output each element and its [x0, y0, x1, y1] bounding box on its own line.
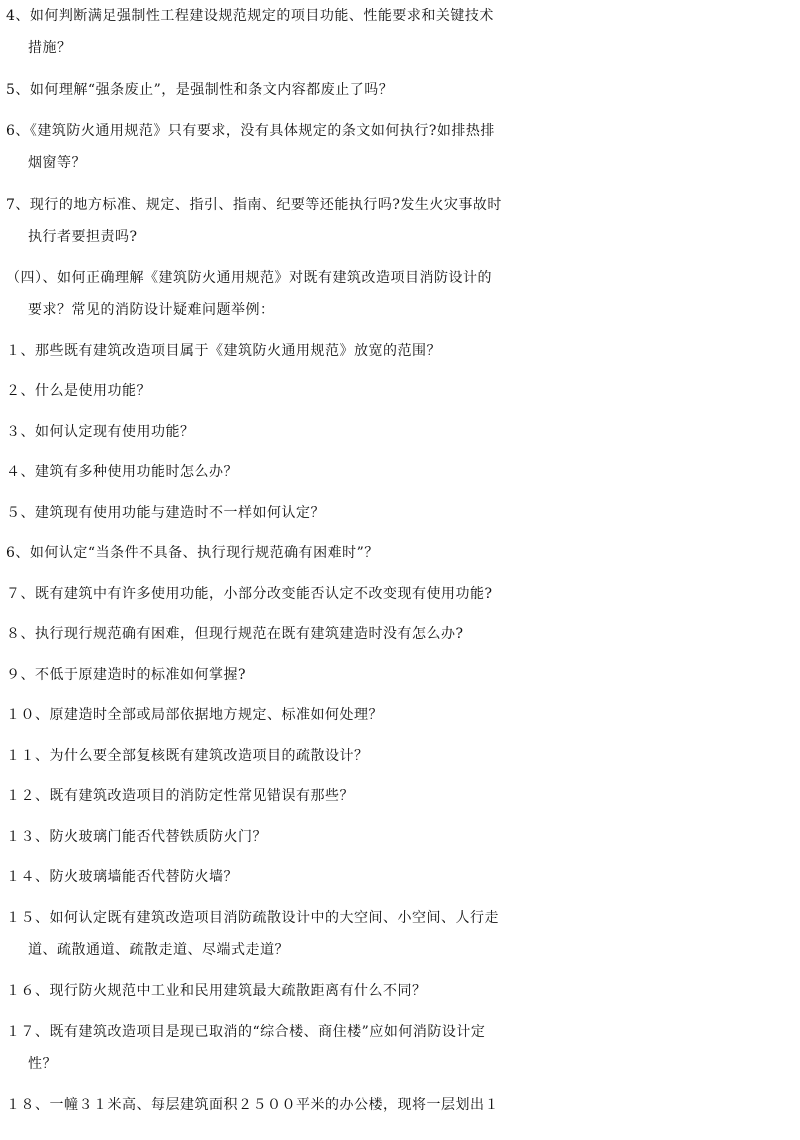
sub-question-14 — [6, 861, 796, 893]
text-line: 要求？常见的消防设计疑难问题举例： — [28, 302, 275, 318]
sub-question-12 — [6, 780, 796, 812]
sub-question-6 — [6, 537, 796, 569]
sub-question-13 — [6, 821, 796, 853]
text-line: １６、现行防火规范中工业和民用建筑最大疏散距离有什么不同？ — [6, 983, 427, 999]
sub-question-3 — [6, 416, 796, 448]
text-line: ５、建筑现有使用功能与建造时不一样如何认定？ — [6, 505, 325, 521]
text-line: １、那些既有建筑改造项目属于《建筑防火通用规范》放宽的范围？ — [6, 343, 441, 359]
text-line: １２、既有建筑改造项目的消防定性常见错误有那些？ — [6, 788, 354, 804]
text-line: 7、现行的地方标准、规定、指引、指南、纪要等还能执行吗?发生火灾事故时 — [6, 197, 502, 213]
text-line: 4、如何判断满足强制性工程建设规范规定的项目功能、性能要求和关键技术 — [6, 8, 494, 24]
question-4 — [6, 0, 796, 64]
text-line: １８、一幢３１米高、每层建筑面积２５００平米的办公楼，现将一层划出１ — [6, 1097, 499, 1113]
sub-question-17 — [6, 1016, 796, 1080]
text-line: 5、如何理解“强条废止”，是强制性和条文内容都废止了吗？ — [6, 82, 394, 98]
sub-question-1 — [6, 335, 796, 367]
sub-question-10 — [6, 699, 796, 731]
text-line: 6、《建筑防火通用规范》只有要求，没有具体规定的条文如何执行?如排热排 — [6, 123, 495, 139]
sub-question-18 — [6, 1089, 796, 1121]
sub-question-9 — [6, 659, 796, 691]
text-line: ８、执行现行规范确有困难，但现行规范在既有建筑建造时没有怎么办? — [6, 626, 464, 642]
text-line: ４、建筑有多种使用功能时怎么办？ — [6, 464, 238, 480]
text-line: 执行者要担责吗? — [28, 229, 138, 245]
text-line: ９、不低于原建造时的标准如何掌握? — [6, 667, 247, 683]
text-line: ７、既有建筑中有许多使用功能，小部分改变能否认定不改变现有使用功能? — [6, 586, 493, 602]
section-heading — [6, 262, 796, 326]
text-line: ３、如何认定现有使用功能？ — [6, 424, 195, 440]
text-line: １７、既有建筑改造项目是现已取消的“综合楼、商住楼”应如何消防设计定 — [6, 1024, 486, 1040]
question-6 — [6, 115, 796, 179]
sub-question-16 — [6, 975, 796, 1007]
question-7 — [6, 189, 796, 253]
sub-question-2 — [6, 375, 796, 407]
text-line: 措施？ — [28, 40, 72, 56]
text-line: 烟窗等？ — [28, 155, 86, 171]
text-line: （四）、如何正确理解《建筑防火通用规范》对既有建筑改造项目消防设计的 — [6, 270, 492, 286]
sub-question-7 — [6, 578, 796, 610]
sub-question-8 — [6, 618, 796, 650]
text-line: １０、原建造时全部或局部依据地方规定、标准如何处理？ — [6, 707, 383, 723]
text-line: １５、如何认定既有建筑改造项目消防疏散设计中的大空间、小空间、人行走 — [6, 910, 499, 926]
text-line: 6、如何认定“当条件不具备、执行现行规范确有困难时”？ — [6, 545, 379, 561]
text-line: 性？ — [28, 1056, 57, 1072]
text-line: ２、什么是使用功能？ — [6, 383, 151, 399]
text-line: １１、为什么要全部复核既有建筑改造项目的疏散设计？ — [6, 748, 369, 764]
sub-question-5 — [6, 497, 796, 529]
sub-question-4 — [6, 456, 796, 488]
text-line: １３、防火玻璃门能否代替铁质防火门？ — [6, 829, 267, 845]
sub-question-15 — [6, 902, 796, 966]
sub-question-11 — [6, 740, 796, 772]
text-line: １４、防火玻璃墙能否代替防火墙？ — [6, 869, 238, 885]
question-5 — [6, 74, 796, 106]
text-line: 道、疏散通道、疏散走道、尽端式走道？ — [28, 942, 289, 958]
